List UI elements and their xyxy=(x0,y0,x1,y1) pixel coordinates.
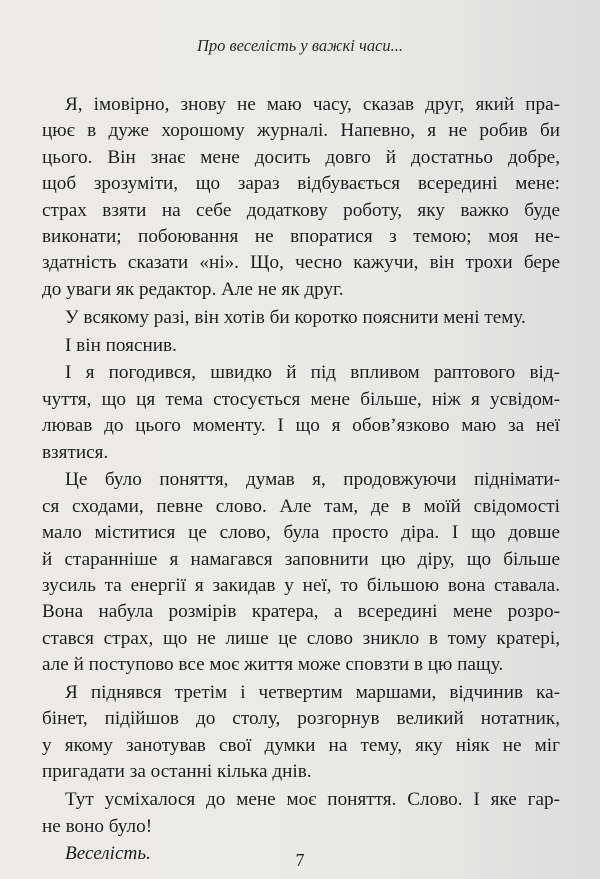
text-line: здатність сказати «ні». Що, чесно кажучи, він трохи бере xyxy=(42,252,560,274)
paragraph xyxy=(42,467,560,678)
text-line: стався страх, що не лише це слово зникло в тому кратері, xyxy=(42,627,560,649)
paragraph xyxy=(42,680,560,786)
text-line: І він пояснив. xyxy=(65,334,177,356)
text-line: але й поступово все моє життя може сповзти в цю пащу. xyxy=(42,654,504,676)
paragraph xyxy=(42,92,560,303)
text-line: пригадати за останні кілька днів. xyxy=(42,761,312,783)
text-line: Вона набула розмірів кратера, а всередині мене розро- xyxy=(42,601,560,623)
text-line: І я погодився, швидко й під впливом раптового від- xyxy=(65,362,560,384)
text-line: щоб зрозуміти, що зараз відбувається всередині мене: xyxy=(42,173,560,195)
text-line: у якому занотував свої думки на тему, яку ніяк не міг xyxy=(42,734,560,756)
text-line: виконати; побоювання не впоратися з темою; моя не- xyxy=(42,225,560,247)
running-header: Про веселість у важкі часи... xyxy=(196,36,404,55)
text-line: ся сходами, певне слово. Але там, де в моїй свідомості xyxy=(42,495,560,517)
text-line: й старанніше я намагався заповнити цю діру, що більше xyxy=(42,548,560,570)
text-line: Я піднявся третім і четвертим маршами, відчинив ка- xyxy=(65,682,560,704)
paragraph xyxy=(42,305,560,331)
text-line: цює в дуже хорошому журналі. Напевно, я не робив би xyxy=(42,120,560,142)
page-number: 7 xyxy=(295,850,305,870)
text-line: зусиль та енергії я закидав у неї, то більшою вона ставала. xyxy=(42,575,560,597)
paragraph xyxy=(42,333,560,359)
text-line: страх взяти на себе додаткову роботу, яку важко буде xyxy=(42,199,560,221)
paragraph xyxy=(42,787,560,840)
text-line: чуття, що ця тема стосується мене більше, ніж я усвідом- xyxy=(42,388,560,410)
body-text xyxy=(42,92,560,869)
text-line: не воно було! xyxy=(42,815,153,837)
text-line: до уваги як редактор. Але не як друг. xyxy=(42,278,344,300)
text-line: Це було поняття, думав я, продовжуючи піднімати- xyxy=(65,469,560,491)
text-line: бінет, підійшов до столу, розгорнув великий нотатник, xyxy=(42,708,560,730)
text-line: Тут усміхалося до мене моє поняття. Слово. І яке гар- xyxy=(65,789,560,811)
text-line: мало міститися це слово, була просто діра. І що довше xyxy=(42,522,560,544)
text-line: Веселість. xyxy=(65,843,151,865)
text-line: лював до цього моменту. І що я обов’язково маю за неї xyxy=(42,415,560,437)
text-line: У всякому разі, він хотів би коротко пояснити мені тему. xyxy=(65,306,526,328)
paragraph xyxy=(42,360,560,466)
text-line: взятися. xyxy=(42,441,109,463)
text-line: цього. Він знає мене досить довго й достатньо добре, xyxy=(42,146,560,168)
text-line: Я, імовірно, знову не маю часу, сказав друг, який пра- xyxy=(65,94,560,115)
